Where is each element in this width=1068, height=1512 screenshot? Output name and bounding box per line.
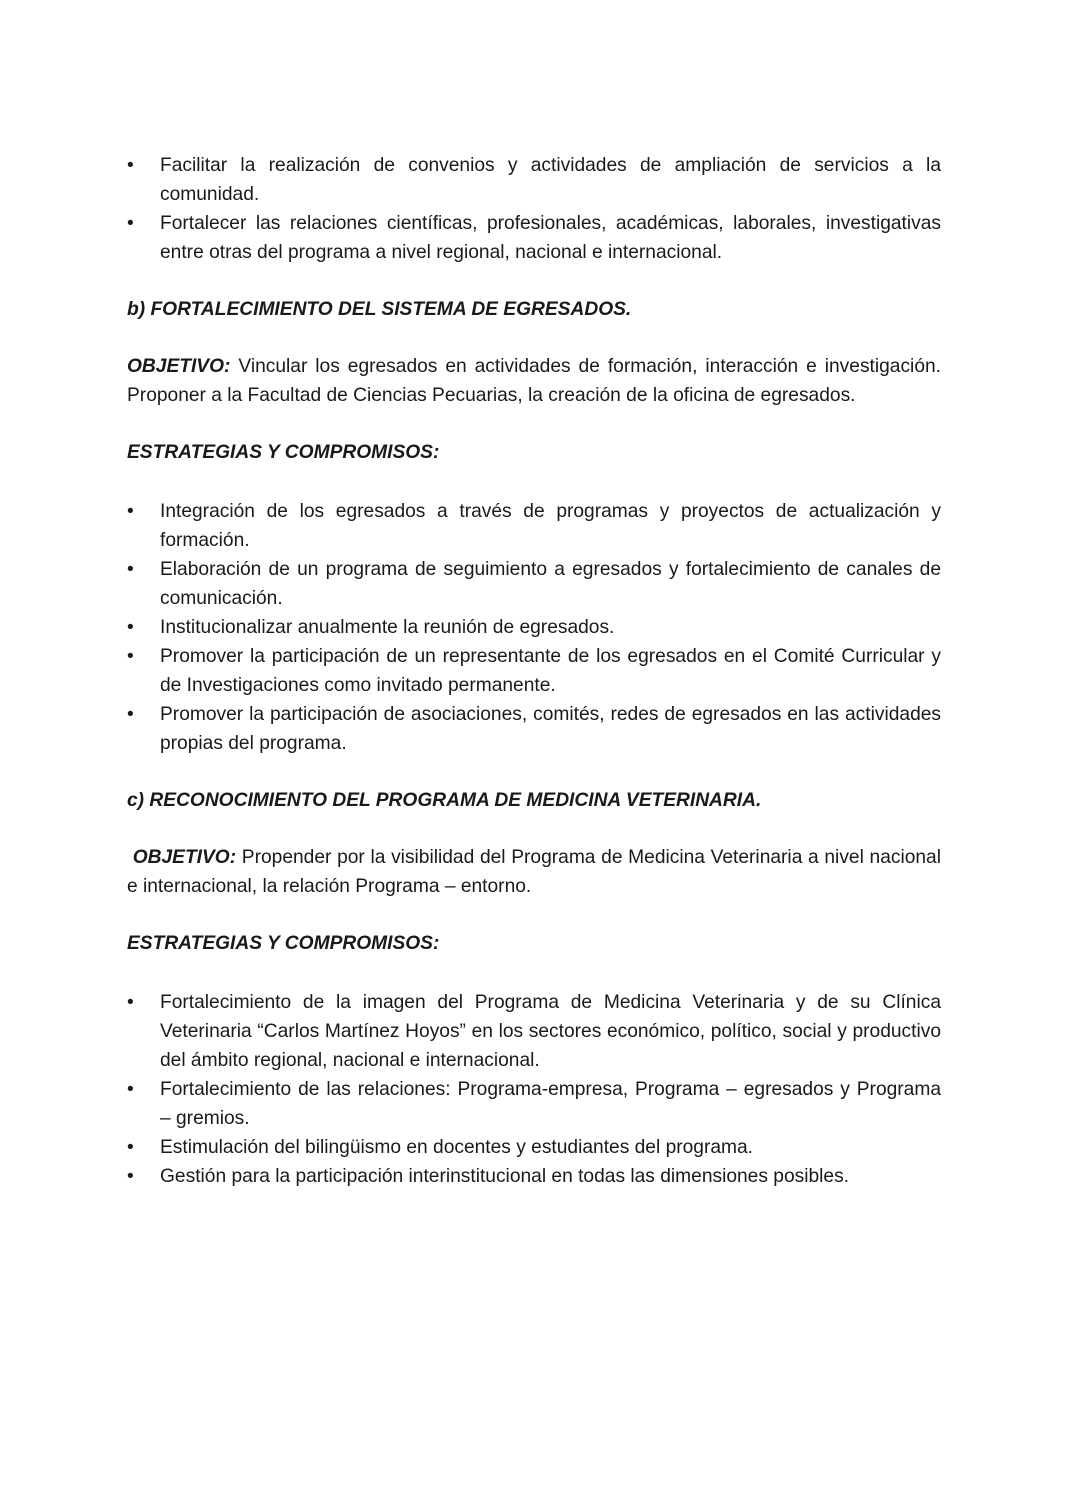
list-item xyxy=(127,700,941,758)
bullet-icon: • xyxy=(127,1079,134,1100)
bullet-icon: • xyxy=(127,646,134,667)
list-item xyxy=(127,1133,941,1162)
bullet-icon: • xyxy=(127,992,134,1013)
list-item xyxy=(127,613,941,642)
objective-text: Propender por la visibilidad del Programa de Medicina Veterinaria a nivel nacional e internacional, la relación Programa – entorno. xyxy=(127,847,941,897)
bullet-icon: • xyxy=(127,1137,134,1158)
bullet-icon: • xyxy=(127,1166,134,1187)
list-item xyxy=(127,642,941,700)
list-item xyxy=(127,151,941,209)
list-item-text: Integración de los egresados a través de programas y proyectos de actualización y formación. xyxy=(160,501,941,551)
section-c-heading: c) RECONOCIMIENTO DEL PROGRAMA DE MEDICINA VETERINARIA. xyxy=(127,790,762,811)
objective-label: OBJETIVO: xyxy=(127,356,231,377)
bullet-icon: • xyxy=(127,559,134,580)
bullet-icon: • xyxy=(127,155,134,176)
list-item-text: Facilitar la realización de convenios y actividades de ampliación de servicios a la comunidad. xyxy=(160,155,941,205)
bullet-icon: • xyxy=(127,704,134,725)
section-b-objective xyxy=(127,352,941,410)
section-c-strategies-heading: ESTRATEGIAS Y COMPROMISOS: xyxy=(127,933,440,954)
list-item-text: Estimulación del bilingüismo en docentes y estudiantes del programa. xyxy=(160,1137,754,1158)
list-item xyxy=(127,497,941,555)
section-a-bullet-list xyxy=(127,151,941,267)
list-item-text: Fortalecer las relaciones científicas, profesionales, académicas, laborales, investigativas entre otras del programa a nivel regional, nacional e internacional. xyxy=(160,213,941,263)
section-c-objective xyxy=(127,843,941,901)
section-b-strategies-heading: ESTRATEGIAS Y COMPROMISOS: xyxy=(127,442,440,463)
section-b-heading: b) FORTALECIMIENTO DEL SISTEMA DE EGRESADOS. xyxy=(127,299,632,320)
list-item xyxy=(127,1162,941,1191)
objective-text: Vincular los egresados en actividades de formación, interacción e investigación. Proponer a la Facultad de Ciencias Pecuarias, la creación de la oficina de egresados. xyxy=(127,356,941,406)
list-item-text: Promover la participación de asociaciones, comités, redes de egresados en las actividades propias del programa. xyxy=(160,704,941,754)
list-item-text: Gestión para la participación interinstitucional en todas las dimensiones posibles. xyxy=(160,1166,850,1187)
list-item-text: Institucionalizar anualmente la reunión de egresados. xyxy=(160,617,615,638)
document-page xyxy=(127,151,941,1191)
bullet-icon: • xyxy=(127,213,134,234)
section-c-bullet-list xyxy=(127,988,941,1191)
section-b-bullet-list xyxy=(127,497,941,758)
list-item-text: Fortalecimiento de las relaciones: Programa-empresa, Programa – egresados y Programa – gremios. xyxy=(160,1079,941,1129)
list-item xyxy=(127,988,941,1075)
list-item-text: Elaboración de un programa de seguimiento a egresados y fortalecimiento de canales de comunicación. xyxy=(160,559,941,609)
bullet-icon: • xyxy=(127,617,134,638)
bullet-icon: • xyxy=(127,501,134,522)
list-item xyxy=(127,555,941,613)
list-item xyxy=(127,1075,941,1133)
list-item-text: Fortalecimiento de la imagen del Programa de Medicina Veterinaria y de su Clínica Veterinaria “Carlos Martínez Hoyos” en los sectores económico, político, social y productivo del ámbito regional, nacional e internacional. xyxy=(160,992,941,1071)
list-item xyxy=(127,209,941,267)
objective-label: OBJETIVO: xyxy=(132,847,237,868)
list-item-text: Promover la participación de un representante de los egresados en el Comité Curricular y de Investigaciones como invitado permanente. xyxy=(160,646,941,696)
